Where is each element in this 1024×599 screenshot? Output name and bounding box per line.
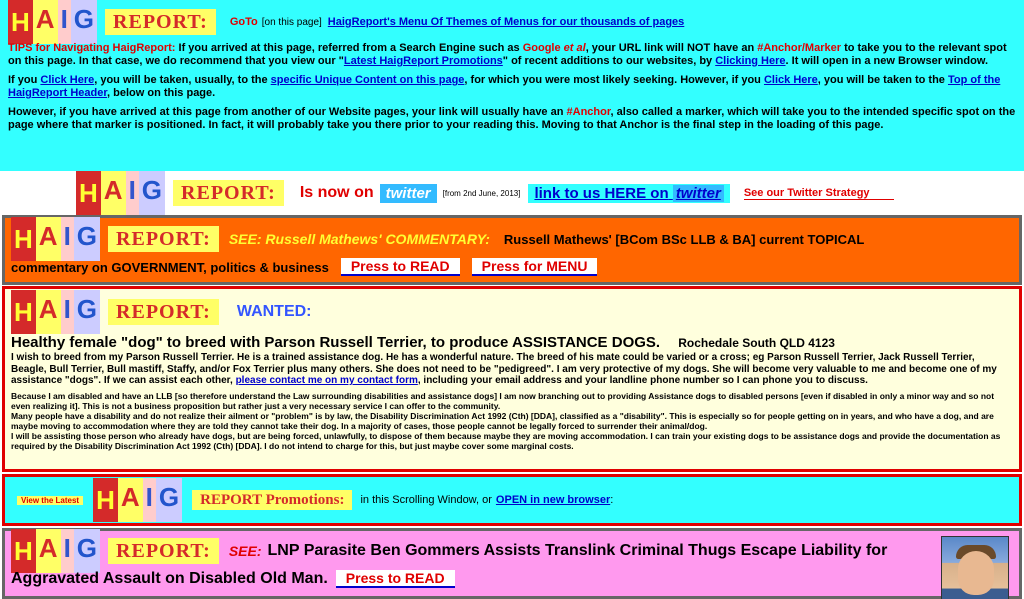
wanted-header	[11, 292, 1013, 332]
top-of-header-link[interactable]: Top of the HaigReport Header	[8, 74, 1001, 99]
wanted-paragraph-1: I wish to breed from my Parson Russell Terrier. He is a trained assistance dog. He has a wonderful nature. The breed of his mate could be varied or a cross; eg Parson Russell Terrier, Jack Russell Terrier, Beagle, Bull Terrier, Bull mastiff, Staffy, and/or Fox Terrier plus many others. She does not need to be "pedigreed". I am very protective of my dogs. She will become very valuable to me and become one of my assistance "dogs". If we can assist each other, please contact me on my contact form, including your email address and your landline phone number so I can phone you to discuss.	[11, 352, 997, 386]
link-us-twitter-button[interactable]: link to us HERE on twitter	[528, 184, 729, 203]
google-text: Google	[522, 42, 561, 54]
goto-note: [on this page]	[261, 16, 322, 28]
twitter-row	[0, 171, 1024, 215]
tips-section	[0, 0, 1024, 171]
specific-content-link[interactable]: specific Unique Content on this page	[270, 74, 465, 86]
twitter-logo-icon: twitter	[380, 184, 437, 203]
press-to-read-button[interactable]: Press to READ	[341, 258, 460, 276]
report-label: REPORT:	[173, 180, 284, 206]
wanted-paragraph-2: Because I am disabled and have an LLB [so therefore understand the Law surrounding disabilities and assistance dogs] I am now branching out to providing Assistance dogs to disabled persons [even if disabled in only a minor way and so not even realizing it]. This is not a business proposition but rather just a very necessary service I can offer to the community.	[11, 390, 995, 411]
scrolling-window-text: in this Scrolling Window, or	[360, 494, 492, 506]
lnp-header	[11, 534, 1013, 568]
tips-paragraph-3: However, if you have arrived at this page from another of our Website pages, your link will usually have an #Anchor, also called a marker, which will take you to the intended specific spot on the page where that marker is positioned. In fact, it will probably take you there prior to your reading this. Moving to that Anchor is the final step in the loading of this page.	[8, 106, 1016, 131]
wanted-headline: Healthy female "dog" to breed with Parson Russell Terrier, to produce ASSISTANCE DOGS. Rochedale South QLD 4123	[11, 334, 835, 351]
twitter-date: [from 2nd June, 2013]	[442, 188, 521, 198]
header-row	[8, 4, 1016, 40]
report-label: REPORT:	[108, 226, 219, 252]
view-latest-label: View the Latest	[17, 496, 83, 505]
haig-logo: H A I G	[76, 171, 165, 215]
lnp-see: SEE:	[228, 543, 262, 559]
haig-logo: H A I G	[8, 0, 97, 44]
wanted-paragraph-3: Many people have a disability and do not realize their ailment or "problem" is by law, the Disability Discrimination Act 1992 (Cth) [DDA], classified as a "disability". This is especially so for people getting on in years, and who have a dog, and are maybe moving to accommodation where they are told they cannot take their dog. In a majority of cases, those people cannot be legally forced to surrender their animal/dog.	[11, 410, 994, 431]
commentary-section	[2, 215, 1022, 285]
person-photo[interactable]	[941, 536, 1009, 599]
click-here-content-link[interactable]: Click Here	[40, 74, 95, 86]
report-label: REPORT:	[108, 299, 219, 325]
lnp-line2: Aggravated Assault on Disabled Old Man. Press to READ	[11, 570, 1013, 588]
haig-logo: H A I G	[11, 529, 100, 573]
wanted-location: Rochedale South QLD 4123	[678, 336, 835, 350]
haig-logo: H A I G	[11, 217, 100, 261]
tips-paragraph-2: If you Click Here, you will be taken, usually, to the specific Unique Content on this page, for which you were most likely seeking. However, if you Click Here, you will be taken to the Top of the HaigReport Header, below on this page.	[8, 74, 1001, 99]
commentary-see: SEE: Russell Mathews' COMMENTARY:	[228, 231, 490, 247]
commentary-line2: commentary on GOVERNMENT, politics & business Press to READ Press for MENU	[11, 258, 1013, 276]
wanted-section	[2, 286, 1022, 472]
twitter-strategy-link[interactable]: See our Twitter Strategy	[744, 187, 894, 200]
haig-logo: H A I G	[11, 290, 100, 334]
report-label: REPORT:	[108, 538, 219, 564]
goto-label: GoTo	[229, 16, 258, 28]
wanted-title: WANTED:	[236, 303, 312, 320]
menu-of-themes-link[interactable]: HaigReport's Menu Of Themes of Menus for our thousands of pages	[327, 16, 685, 28]
wanted-paragraph-4: I will be assisting those person who already have dogs, but are being forced, unlawfully, to dispose of them because maybe they are moving accommodation. I can train your existing dogs to be assistance dogs and provide the documentation as required by the Disability Discrimination Act 1992 (Cth) [DDA]. I do not intend to charge for this, but just maybe cover some marginal costs.	[11, 430, 1001, 451]
commentary-author: Russell Mathews' [BCom BSc LLB & BA] current TOPICAL	[503, 231, 865, 247]
press-for-menu-button[interactable]: Press for MENU	[472, 258, 598, 276]
haig-logo: H A I G	[93, 478, 182, 522]
now-on-text: Is now on	[299, 184, 374, 201]
report-label: REPORT:	[105, 9, 216, 35]
lnp-press-to-read-button[interactable]: Press to READ	[336, 570, 455, 588]
clicking-here-link[interactable]: Clicking Here	[715, 55, 786, 67]
lnp-headline: LNP Parasite Ben Gommers Assists Translink Criminal Thugs Escape Liability for	[267, 542, 888, 559]
contact-form-link[interactable]: please contact me on my contact form	[235, 375, 418, 386]
open-new-browser-link[interactable]: OPEN in new browser	[495, 494, 611, 506]
lnp-section	[2, 528, 1022, 599]
latest-promotions-link[interactable]: Latest HaigReport Promotions	[343, 55, 503, 67]
promotions-section: View the Latest H A I G REPORT Promotions: in this Scrolling Window, or OPEN in new browser :	[2, 474, 1022, 526]
click-here-top-link[interactable]: Click Here	[763, 74, 818, 86]
tips-paragraph-1: TIPS for Navigating HaigReport: If you arrived at this page, referred from a Search Engine such as Google et al, your URL link will NOT have an #Anchor/Marker to take you to the relevant spot on this page. In that case, we do recommend that you view our "Latest HaigReport Promotions" of recent additions to our websites, by Clicking Here. It will open in a new Browser window.	[8, 42, 1007, 67]
commentary-header	[11, 222, 1013, 256]
report-promotions-label: REPORT Promotions:	[192, 490, 352, 510]
